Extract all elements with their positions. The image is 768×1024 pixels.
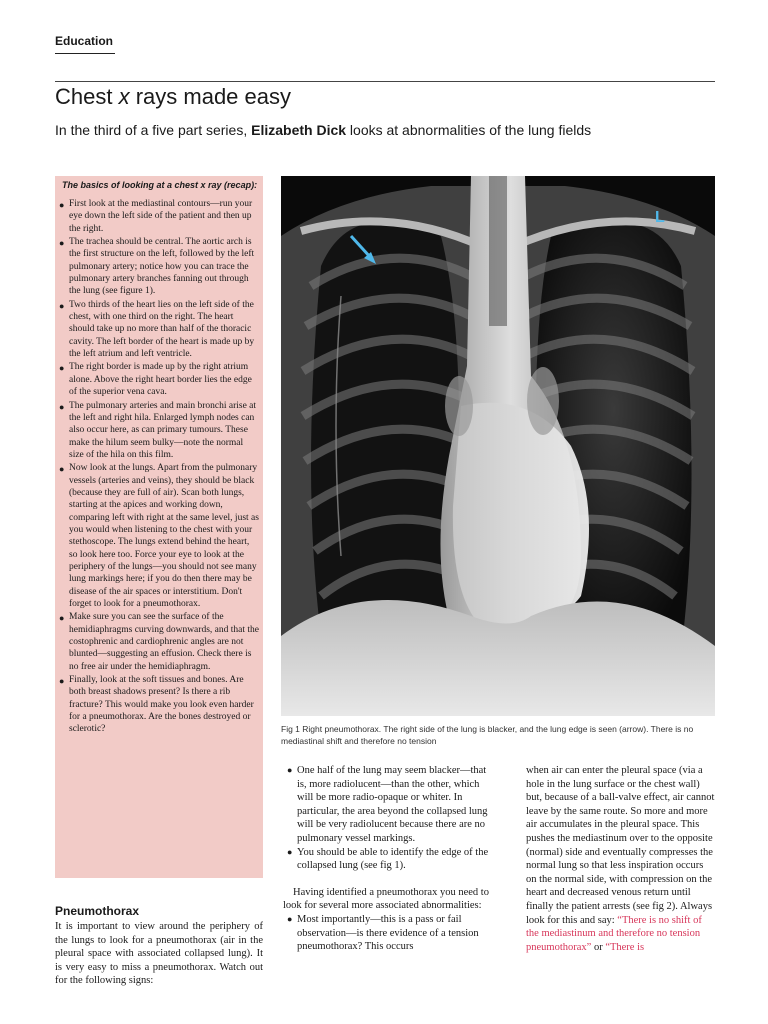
- list-item: [283, 913, 493, 954]
- bullet-icon: ●: [287, 765, 293, 775]
- bullet-icon: ●: [59, 238, 65, 249]
- bullet-icon: ●: [59, 363, 65, 374]
- side-marker-label: L: [655, 209, 665, 226]
- highlight-quote: “There is: [605, 941, 645, 953]
- highlight-quote: “There is no shift of the mediastinum and therefore no tension pneumothorax”: [526, 914, 702, 953]
- recap-item: [59, 299, 259, 361]
- recap-item-text: Make sure you can see the surface of the hemidiaphragms curving downwards, and that the costophrenic and cardiophrenic angles are not blunted—suggesting an effusion. Check there is no free air under the hemidiaphragm.: [69, 612, 259, 672]
- recap-item-text: The right border is made up by the right atrium alone. Above the right heart border lies the edge of the superior vena cava.: [69, 362, 252, 398]
- chest-xray-image: [281, 176, 715, 716]
- bullet-icon: ●: [59, 464, 65, 475]
- recap-item-text: Two thirds of the heart lies on the left side of the chest, with one third on the right. The heart should take up no more than half of the thoracic cavity. The left border of the heart is made up by the left atrium and left ventricle.: [69, 299, 255, 360]
- section-rule: [55, 53, 115, 54]
- recap-item: [59, 198, 259, 235]
- recap-item: [59, 236, 259, 298]
- bullet-icon: ●: [59, 401, 65, 412]
- title-suffix: rays made easy: [129, 84, 291, 109]
- body-paragraph: Having identified a pneumothorax you need to look for several more associated abnormalities:: [283, 886, 489, 912]
- chest-xray-illustration: [281, 176, 715, 716]
- recap-item-text: Finally, look at the soft tissues and bones. Are both breast shadows present? Is there a rib fracture? This would make you look even harder for a pneumothorax. Are the bones destroyed or sclerotic?: [69, 675, 254, 735]
- recap-item: [59, 400, 259, 462]
- recap-item: [59, 674, 259, 736]
- recap-item: [59, 462, 259, 610]
- bullet-icon: ●: [59, 613, 65, 624]
- recap-item-text: First look at the mediastinal contours—run your eye down the left side of the patient and then up the right.: [69, 199, 253, 234]
- list-item: [283, 764, 493, 846]
- bullet-icon: ●: [59, 300, 65, 311]
- pneumothorax-intro: It is important to view around the periphery of the lungs to look for a pneumothorax (air in the pleural space with associated collapsed lung). It is very easy to miss a pneumothorax. Watch out for the following signs:: [55, 921, 263, 987]
- figure-caption: Fig 1 Right pneumothorax. The right side of the lung is blacker, and the lung edge is seen (arrow). There is no mediastinal shift and therefore no tension: [281, 724, 694, 746]
- recap-item-text: The pulmonary arteries and main bronchi arise at the left and right hila. Enlarged lymph nodes can also occur here, as can primary tumours. These make the hilum seem bulky—note the normal size of the hila on this film.: [69, 400, 257, 460]
- standfirst: [55, 122, 591, 138]
- list-item-text: Most importantly—this is a pass or fail observation—is there evidence of a tension pneumothorax? This occurs: [297, 913, 479, 953]
- list-item-text: One half of the lung may seem blacker—that is, more radiolucent—than the other, which will be more radio-opaque or whiter. In particular, the area beyond the collapsed lung will be very radiolucent because there are no pulmonary vessel markings.: [297, 765, 488, 844]
- bullet-icon: ●: [59, 676, 65, 687]
- author-name: Elizabeth Dick: [251, 122, 347, 138]
- title-italic: x: [118, 84, 130, 109]
- title-rule: [55, 81, 715, 82]
- body-column-3: [526, 764, 716, 954]
- article-title: [55, 84, 291, 110]
- recap-heading: The basics of looking at a chest x ray (recap):: [62, 180, 258, 190]
- section-label: Education: [55, 34, 114, 48]
- body-column-2: [283, 764, 493, 954]
- bullet-icon: ●: [287, 913, 293, 924]
- recap-item-text: Now look at the lungs. Apart from the pulmonary vessels (arteries and veins), they should be black (because they are full of air). Scan both lungs, starting at the apices and working down, comparing left with right at the same level, just as you would when listening to the chest with your stethoscope. The lungs extend behind the heart, so look here too. Force your eye to look at the periphery of the lungs—you should not see many lung markings here; if you do then there may be disease of the air spaces or interstitium. Don't forget to look for a pneumothorax.: [69, 463, 259, 609]
- standfirst-after: looks at abnormalities of the lung fields: [346, 122, 592, 138]
- list-item-text: You should be able to identify the edge of the collapsed lung (see fig 1).: [297, 846, 489, 872]
- standfirst-before: In the third of a five part series,: [55, 122, 252, 138]
- body-text: when air can enter the pleural space (via a hole in the lung surface or the chest wall) but, because of a ball-valve effect, air cannot leave by the same route. So more and more air accumulates in the pleural space. This pushes the mediastinum over to the opposite (normal) side and eventually compresses the normal lung so that less inspiration occurs on the normal side, with compression on the heart and decreased venous return until finally the patient arrests (see fig 2). Always look for this and say:: [526, 765, 715, 926]
- list-item: [283, 846, 493, 873]
- bullet-icon: ●: [287, 846, 293, 857]
- recap-item: [59, 361, 259, 398]
- recap-item: [59, 611, 259, 673]
- section-heading: Pneumothorax: [55, 904, 140, 918]
- bullet-icon: ●: [59, 200, 65, 210]
- recap-box: [55, 176, 263, 878]
- title-prefix: Chest: [55, 84, 119, 109]
- body-text: or: [591, 941, 606, 953]
- recap-item-text: The trachea should be central. The aortic arch is the first structure on the left, followed by the left pulmonary artery; notice how you can trace the pulmonary artery branches fanning out through the lung (see figure 1).: [69, 237, 255, 297]
